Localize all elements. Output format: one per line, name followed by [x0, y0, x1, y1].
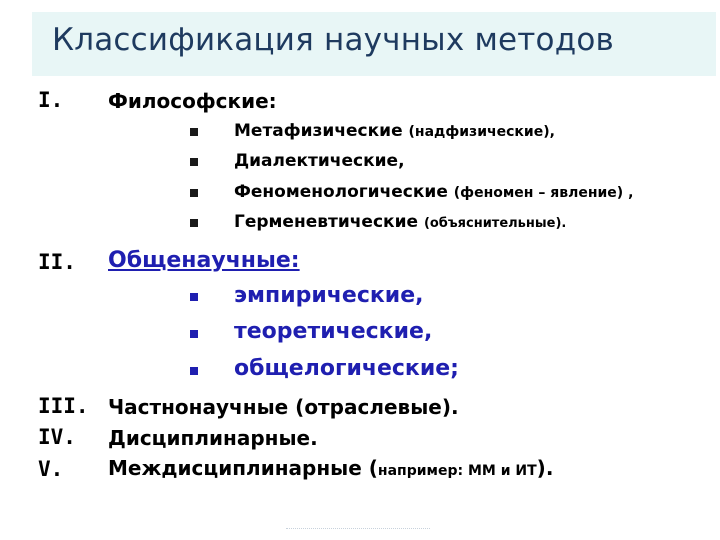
list-item: эмпирические, [234, 283, 424, 308]
square-bullet-icon [190, 128, 198, 136]
item-main: Диалектические, [234, 151, 405, 171]
section-heading-specific: Частнонаучные (отраслевые). [108, 395, 459, 419]
square-bullet-icon [190, 158, 198, 166]
slide-title: Классификация научных методов [52, 22, 614, 58]
footer-watermark [286, 528, 430, 533]
heading-note: например: ММ и ИТ [377, 463, 537, 479]
square-bullet-icon [190, 330, 198, 338]
list-item: теоретические, [234, 319, 433, 344]
heading-open-paren: ( [368, 456, 378, 480]
square-bullet-icon [190, 189, 198, 197]
numeral-2: II. [38, 250, 76, 274]
heading-close-paren: ). [536, 456, 554, 480]
numeral-4: IV. [38, 425, 76, 449]
list-item [234, 151, 405, 171]
numeral-3: III. [38, 394, 89, 418]
item-note: (объяснительные). [423, 216, 567, 231]
item-main: Герменевтические [234, 212, 419, 232]
heading-main: Междисциплинарные [108, 456, 362, 480]
item-note: (феномен – явление) , [453, 185, 634, 201]
square-bullet-icon [190, 293, 198, 301]
list-item: общелогические; [234, 356, 459, 381]
list-item [234, 182, 633, 202]
section-heading-philosophical: Философские: [108, 89, 277, 113]
item-main: Метафизические [234, 121, 403, 141]
numeral-5: V. [38, 457, 64, 481]
list-item [234, 121, 555, 141]
item-main: Феноменологические [234, 182, 448, 202]
list-item [234, 212, 566, 232]
section-heading-interdisciplinary [108, 456, 553, 480]
section-heading-disciplinary: Дисциплинарные. [108, 426, 318, 450]
section-heading-general-scientific: Общенаучные: [108, 248, 300, 273]
square-bullet-icon [190, 219, 198, 227]
numeral-1: I. [38, 88, 64, 112]
square-bullet-icon [190, 367, 198, 375]
item-note: (надфизические), [408, 124, 555, 140]
